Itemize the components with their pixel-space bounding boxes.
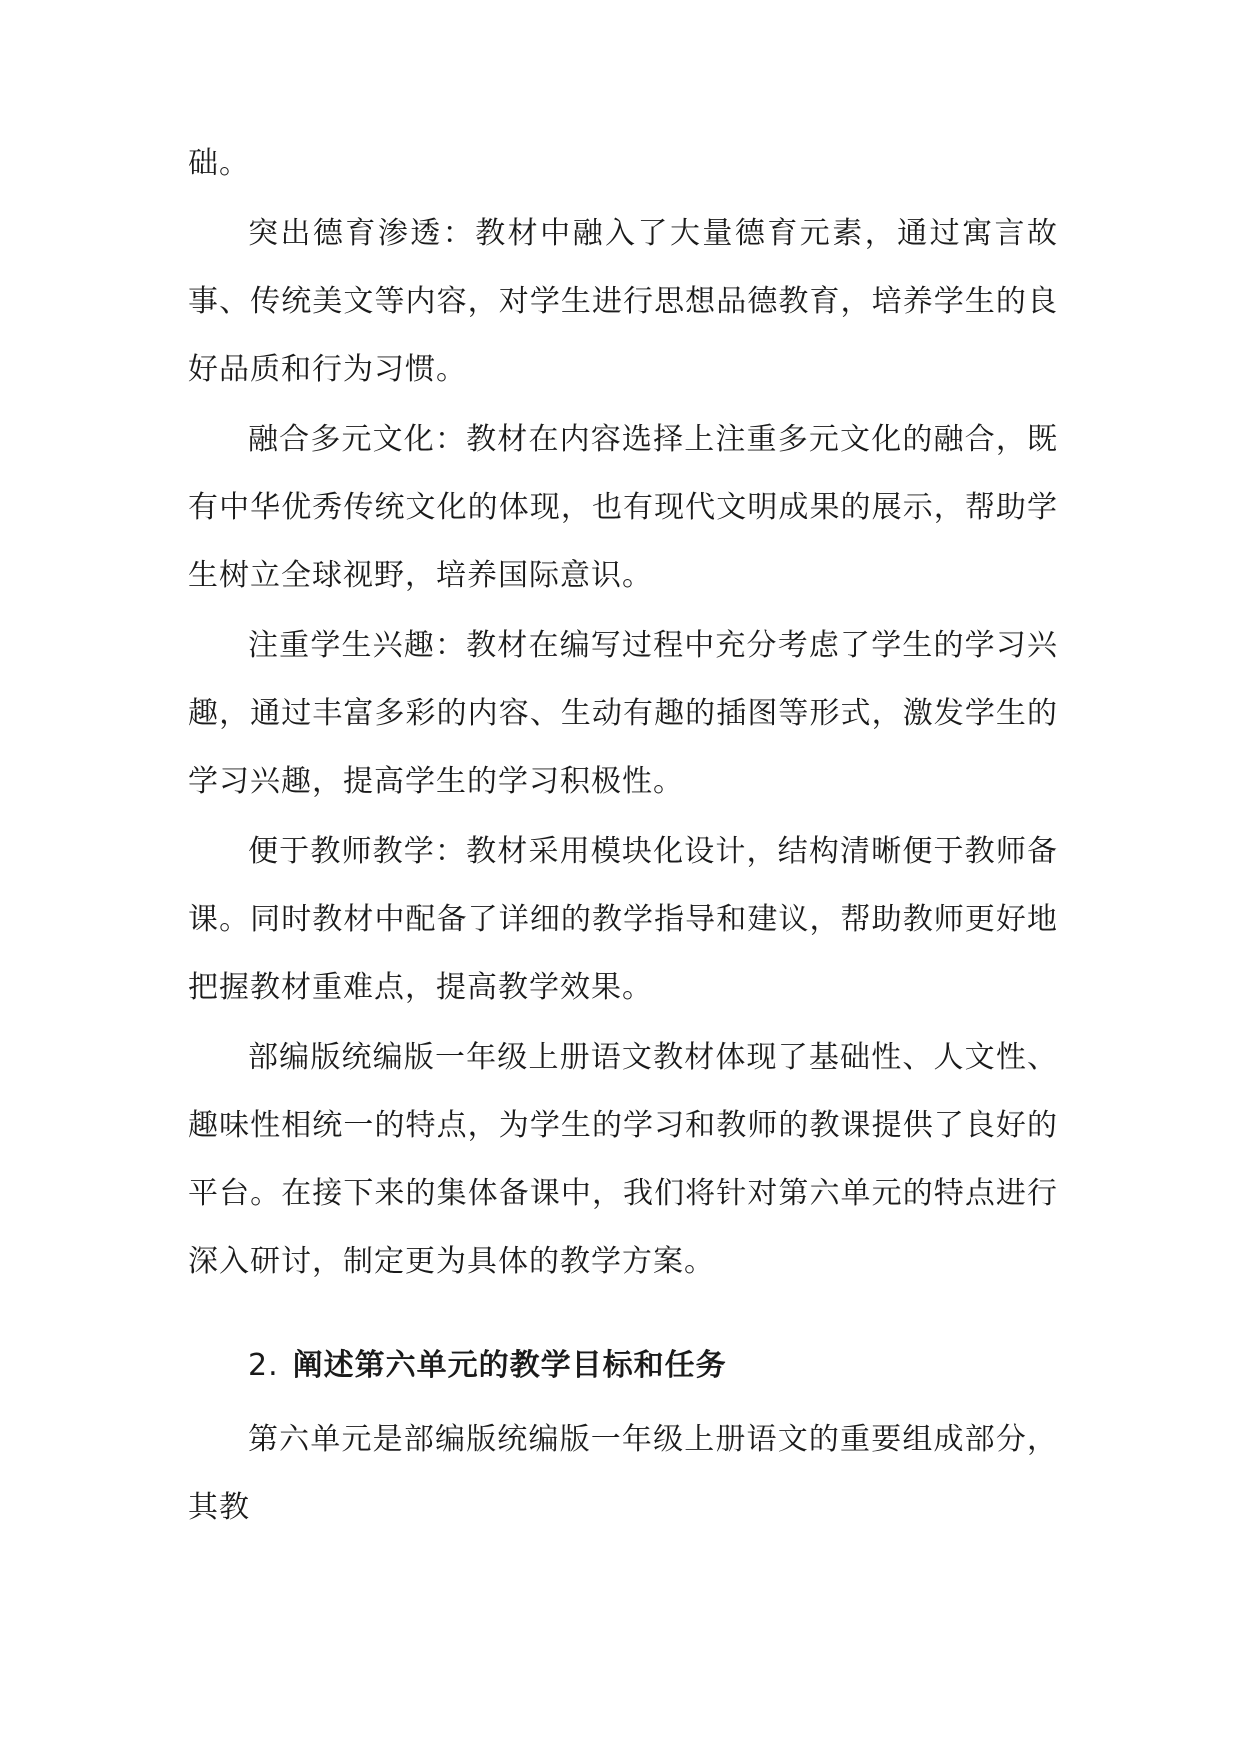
paragraph-moral-education: 突出德育渗透：教材中融入了大量德育元素，通过寓言故事、传统美文等内容，对学生进行思想品德教育，培养学生的良好品质和行为习惯。 [188, 216, 1058, 387]
section-heading [248, 1332, 1058, 1400]
section-title: 阐述第六单元的教学目标和任务 [292, 1348, 727, 1383]
paragraph-teacher-convenience: 便于教师教学：教材采用模块化设计，结构清晰便于教师备课。同时教材中配备了详细的教学指导和建议，帮助教师更好地把握教材重难点，提高教学效果。 [188, 834, 1058, 1005]
paragraph-unit-six-intro: 第六单元是部编版统编版一年级上册语文的重要组成部分，其教 [188, 1422, 1058, 1525]
paragraph-multicultural: 融合多元文化：教材在内容选择上注重多元文化的融合，既有中华优秀传统文化的体现，也有现代文明成果的展示，帮助学生树立全球视野，培养国际意识。 [188, 422, 1058, 593]
paragraph-summary: 部编版统编版一年级上册语文教材体现了基础性、人文性、趣味性相统一的特点，为学生的学习和教师的教课提供了良好的平台。在接下来的集体备课中，我们将针对第六单元的特点进行深入研讨，制定更为具体的教学方案。 [188, 1040, 1058, 1279]
section-number: 2. [248, 1348, 279, 1383]
paragraph-student-interest: 注重学生兴趣：教材在编写过程中充分考虑了学生的学习兴趣，通过丰富多彩的内容、生动有趣的插图等形式，激发学生的学习兴趣，提高学生的学习积极性。 [188, 628, 1058, 799]
document-page [188, 130, 1058, 1544]
paragraph-continuation: 础。 [188, 146, 250, 181]
